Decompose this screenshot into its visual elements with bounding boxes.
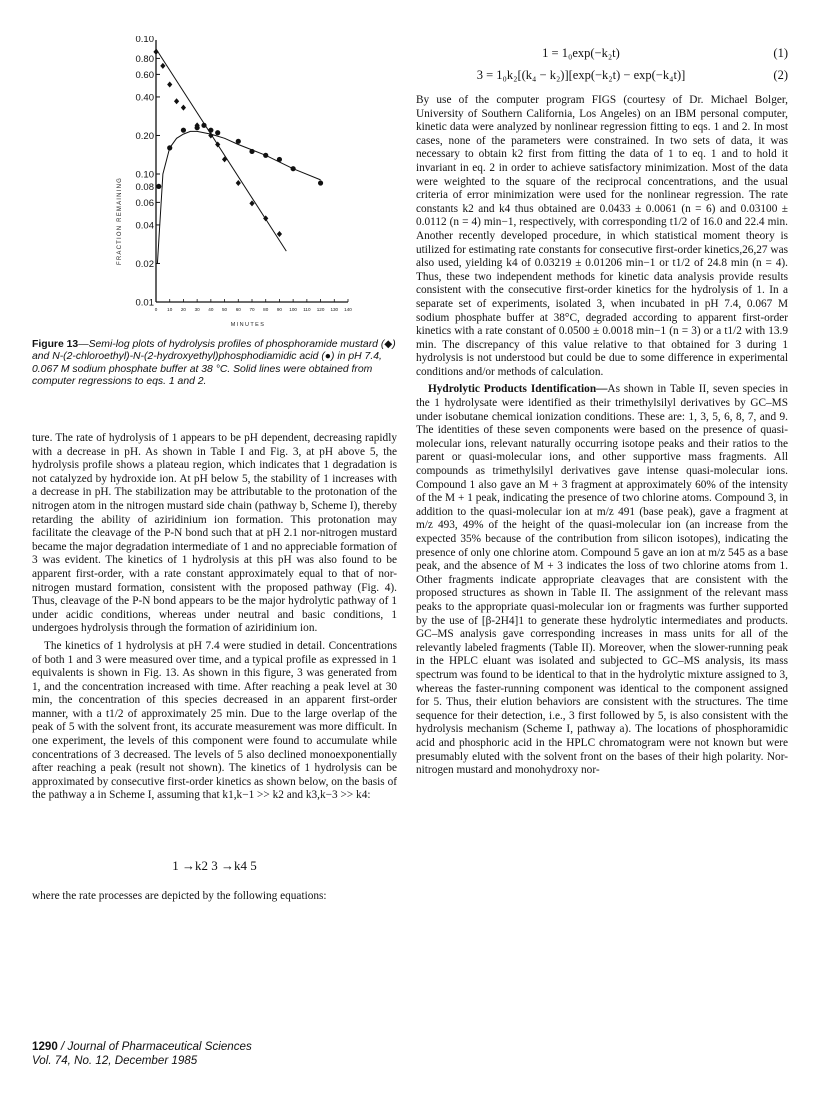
equation-1-expression: 1 = 1₀exp(−k₂t) <box>542 46 620 60</box>
x-tick-label: 20 <box>180 307 186 312</box>
diamond-point <box>153 49 158 55</box>
circle-point <box>263 153 268 158</box>
figure-caption-text: —Semi-log plots of hydrolysis profiles of phosphoramide mustard (◆) and N-(2-chloroethyl)-N-(2-hydroxyethyl)phosphodiamidic acid (●) in pH 7.4, 0.067 M sodium phosphate buffer at 38 °C. Solid lines were obtained from computer regressions to eqs. 1 and 2. <box>32 339 396 388</box>
circle-point <box>208 128 213 133</box>
paragraph: As shown in Table II, seven species in the 1 hydrolysate were identified as their trimethylsilyl derivatives by GC–MS under isobutane chemical ionization conditions. These are: 1, 3, 5, 6, 8, 7, and 9. The identities of these seven components were based on the presence of quasi-molecular ions, relevant naturally occurring isotope peaks and their ratios to the parent or quasi-molecular ions, and other supportive mass fragments. All compounds as trimethylsilyl derivatives gave intense quasi-molecular ions. Compound 1 also gave an M + 3 fragment at approximately 60% of the intensity of the M + 1 peak, indicating the presence of two chlorine atoms. Compound 3, in addition to the quasi-molecular ion at m/z 491 (base peak), gave a fragment at m/z 493, 49% of the height of the quasi-molecular ion (an increase from the expected 35% because of the contribution from silicon isotopes), indicating the presence of only one chlorine atom. Compound 5 gave an ion at m/z 545 as a base peak, and the absence of M + 3 indicates the loss of two chlorine atoms from 1. Other fragments indicate appropriate cleavages that are consistent with the proposed structures as shown in Table II. The assignment of the relevant mass peaks to the appropriate quasi-molecular ion or fragments was further supported by the use of [β-2H4]1 to generate these hydrolytic intermediates and products. GC–MS analysis gave corresponding increases in mass units for all of the relevantly labeled fragments (Table II). Moreover, when the slower-running peak in the HPLC eluant was isolated and subjected to GC–MS analysis, its mass spectrum was found to be identical to that in the hydrolytic mixture assigned to 3, whereas the faster-running component was identical to the component assigned for 5. Thus, their elution behaviors are consistent with the structures. The time sequence for their detection, i.e., 3 first followed by 5, is also consistent with the hydrolysis mechanism (Scheme I, pathway a). The locations of phosphoramidic acid and phosphoric acid in the HPLC chromatogram were not known but were presumably eluted with the solvent front on the bases of their high polarity. Nor-nitrogen mustard and monohydroxy nor- <box>416 383 788 777</box>
chart-points <box>153 49 323 237</box>
diamond-point <box>174 98 179 104</box>
page-footer <box>32 1040 252 1068</box>
circle-point <box>277 157 282 162</box>
left-column-tail <box>32 890 397 904</box>
figure-caption <box>32 339 400 389</box>
right-column <box>416 94 788 778</box>
paragraph: where the rate processes are depicted by the following equations: <box>32 890 327 902</box>
diamond-point <box>160 63 165 69</box>
diamond-point <box>167 82 172 88</box>
x-tick-label: 80 <box>263 307 269 312</box>
y-tick-label: 0.60 <box>135 69 154 81</box>
equation-2-number: (2) <box>773 68 788 82</box>
equation-1-number: (1) <box>773 46 788 60</box>
kinetic-scheme: 1 →k2 3 →k4 5 <box>172 858 257 873</box>
y-tick-label: 0.40 <box>135 92 154 104</box>
y-tick-label: 0.80 <box>135 53 154 65</box>
circle-point <box>167 145 172 150</box>
x-tick-label: 90 <box>276 307 282 312</box>
figure-label: Figure 13 <box>32 339 79 350</box>
diamond-point <box>181 105 186 111</box>
circle-point <box>236 139 241 144</box>
circle-point <box>195 125 200 130</box>
x-tick-label: 40 <box>208 307 214 312</box>
section-heading: Hydrolytic Products Identification— <box>428 383 608 396</box>
circle-point <box>201 123 206 128</box>
y-tick-label: 0.20 <box>135 130 154 142</box>
x-tick-label: 50 <box>222 307 228 312</box>
x-tick-label: 130 <box>330 307 339 312</box>
x-tick-label: 140 <box>344 307 352 312</box>
paragraph: By use of the computer program FIGS (courtesy of Dr. Michael Bolger, University of Southern California, Los Angeles) on an IBM personal computer, kinetic data were analyzed by nonlinear regression fitting to eqs. 1 and 2. In most cases, none of the parameters were constrained. In two sets of data, it was necessary to obtain k2 first from fitting the data of 1 to eq. 1 and to hold it invariant in eq. 2 in order to achieve satisfactory minimization. Most of the data were weighted to the square of the reciprocal concentrations, and the usual criteria of error minimization were used for the nonlinear regression. The rate constants k2 and k4 thus obtained are 0.0433 ± 0.0061 (n = 6) and 0.03100 ± 0.0112 (n = 4) min−1, respectively, with corresponding t1/2 of 16.0 and 22.4 min. Another recently developed procedure, in which statistical moment theory is utilized for estimating rate constants for consecutive first-order kinetics,26,27 was also used, yielding k4 of 0.03219 ± 0.01206 min−1 or t1/2 of 24.8 min (n = 4). Thus, these two independent methods for kinetic data analysis provide results consistent with the consecutive first-order kinetics for the hydrolysis of 1. In a separate set of experiments, isolated 3, when incubated in pH 7.4, 0.067 M sodium phosphate buffer at 38°C, degraded according to apparent first-order kinetics with a rate constant of 0.0500 ± 0.0018 min−1 (n = 3) or a t1/2 with 13.9 min. The discrepancy of this value relative to that obtained for 3 during 1 hydrolysis is not understood but could be due to some difference in experimental conditions and/or methods of calculation. <box>416 94 788 378</box>
x-tick-label: 60 <box>235 307 241 312</box>
y-tick-label: 0.08 <box>135 181 154 193</box>
circle-point <box>181 128 186 133</box>
x-tick-label: 120 <box>316 307 325 312</box>
y-tick-label: 0.10 <box>135 36 154 45</box>
y-tick-label: 0.01 <box>135 297 154 309</box>
circle-point <box>156 184 161 189</box>
left-column <box>32 432 397 803</box>
regression-line <box>157 131 320 263</box>
equation-2-expression: 3 = 1₀k₂[(k₄ − k₂)][exp(−k₂t) − exp(−k₄t)] <box>476 68 686 82</box>
x-tick-label: 0 <box>154 307 158 312</box>
circle-point <box>291 166 296 171</box>
x-axis-label: MINUTES <box>230 322 266 328</box>
regression-line <box>156 49 286 251</box>
page-number: 1290 <box>32 1040 58 1053</box>
y-tick-label: 0.02 <box>135 258 154 270</box>
circle-point <box>215 130 220 135</box>
x-tick-label: 70 <box>249 307 255 312</box>
paragraph: The kinetics of 1 hydrolysis at pH 7.4 were studied in detail. Concentrations of both 1 and 3 were measured over time, and a typical profile as expressed in 1 equivalents is shown in Fig. 13. As shown in this figure, 3 was generated from 1, and the concentration increased with time. After reaching a peak level at 30 min, the concentration of this species decreased in an apparent first-order manner, with a t1/2 of approximately 25 min. Due to the large overlap of the peak of 5 with the solvent front, its accurate measurement was more difficult. In one experiment, the levels of this component were found to accumulate while concentrations of 3 decreased. The levels of 5 also declined monoexponentially after reaching a peak (result not shown). The kinetics of 1 hydrolysis can be approximated by consecutive first-order kinetics as shown below, on the basis of the pathway a in Scheme I, assuming that k1,k−1 >> k2 and k3,k−3 >> k4: <box>32 639 397 802</box>
x-tick-label: 10 <box>167 307 173 312</box>
y-axis-label: FRACTION REMAINING <box>117 177 123 265</box>
chart-ticks <box>136 36 353 312</box>
x-tick-label: 100 <box>289 307 297 312</box>
semilog-chart <box>108 36 358 331</box>
y-tick-label: 0.10 <box>135 169 154 181</box>
chart-axes <box>156 40 348 302</box>
diamond-point <box>236 180 241 186</box>
paragraph: ture. The rate of hydrolysis of 1 appears to be pH dependent, decreasing rapidly with a decrease in pH. As shown in Table I and Fig. 3, at pH above 5, the hydrolysis profile shows a plateau region, which indicates that 1 degradation is not catalyzed by hydroxide ion. At pH below 5, the stability of 1 increases with a decrease in pH. The stabilization may be attributable to the protonation of the nitrogen atom in the nitrogen mustard side chain (pathway b, Scheme I), thereby retarding the ability of aziridinium ion formation. This protonation may facilitate the cleavage of the P-N bond such that at pH 2.1 nor-nitrogen mustard became the major degradation intermediate of 1 and no appreciable formation of 3 was evident. The kinetics of 1 hydrolysis at this pH was also found to be apparent first-order, with a rate constant approximately equal to that of nor-nitrogen mustard formation, consistent with the proposed pathway (Fig. 4). Thus, cleavage of the P-N bond appears to be the major hydrolytic pathway of 1 under acidic conditions, whereas under neutral and basic conditions, 1 undergoes hydrolysis through the formation of aziridinium ion. <box>32 432 397 635</box>
journal-volume: Vol. 74, No. 12, December 1985 <box>32 1054 198 1067</box>
x-tick-label: 110 <box>303 307 311 312</box>
circle-point <box>318 180 323 185</box>
circle-point <box>249 149 254 154</box>
x-tick-label: 30 <box>194 307 200 312</box>
diamond-point <box>277 231 282 237</box>
y-tick-label: 0.06 <box>135 197 154 209</box>
journal-name: / Journal of Pharmaceutical Sciences <box>57 1040 252 1053</box>
chart-fit-lines <box>156 49 321 264</box>
y-tick-label: 0.04 <box>135 220 154 232</box>
